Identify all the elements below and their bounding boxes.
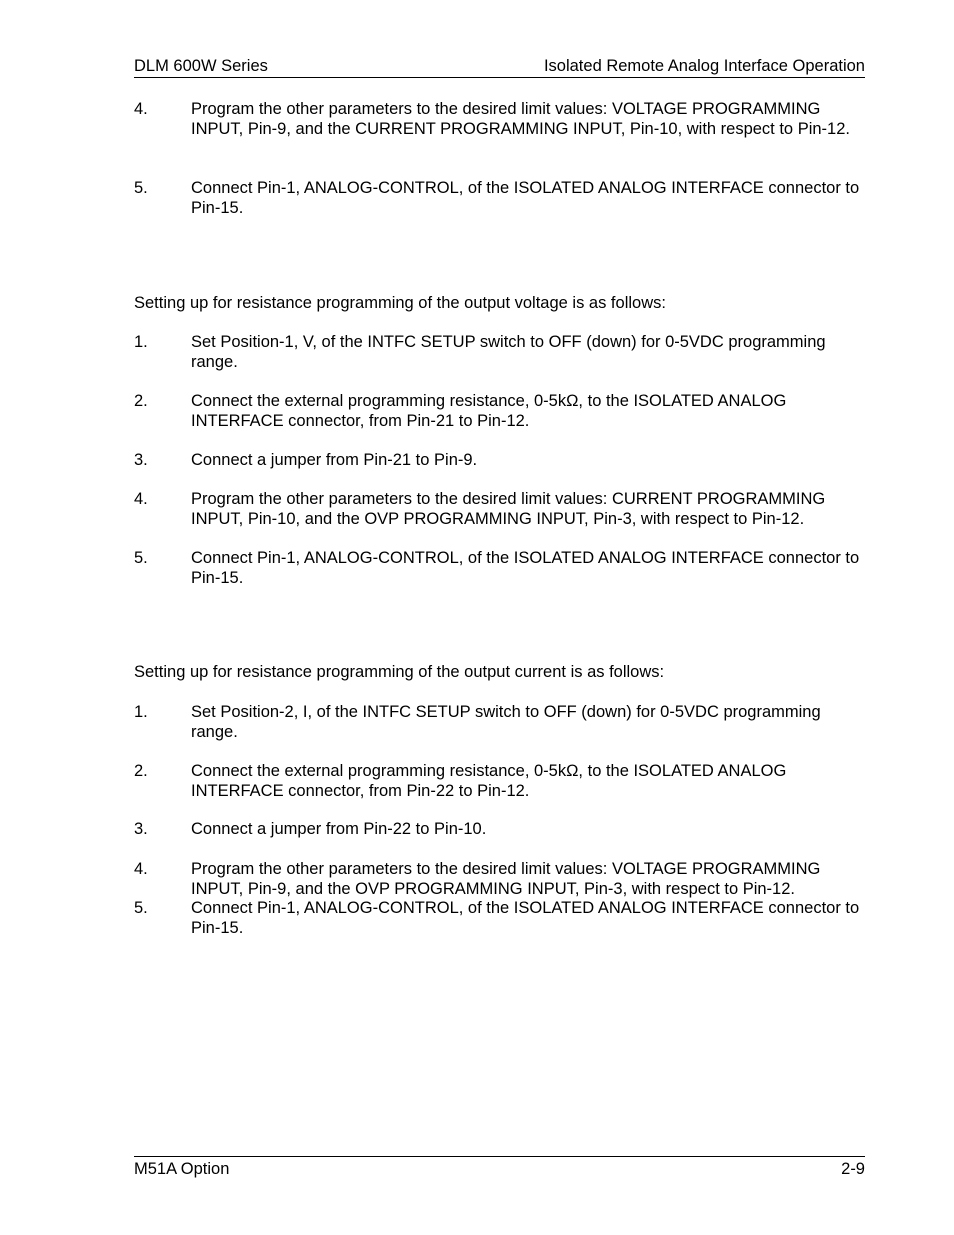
page-header [134,57,865,78]
list-item-text: Connect a jumper from Pin-21 to Pin-9. [191,451,478,469]
list-item-text: Connect Pin-1, ANALOG-CONTROL, of the ISOLATED ANALOG INTERFACE connector to Pin-15. [191,899,860,937]
section-intro-current: Setting up for resistance programming of the output current is as follows: [134,663,665,681]
header-product-name: DLM 600W Series [134,57,268,75]
list-item-text: Set Position-1, V, of the INTFC SETUP switch to OFF (down) for 0-5VDC programming range. [191,333,826,371]
section-intro-voltage: Setting up for resistance programming of the output voltage is as follows: [134,294,666,312]
page-footer [134,1156,865,1178]
list-item-number: 5. [134,899,148,917]
list-item-text: Set Position-2, I, of the INTFC SETUP switch to OFF (down) for 0-5VDC programming range. [191,703,821,741]
list-item-number: 4. [134,490,148,508]
list-item-number: 5. [134,179,148,197]
list-item-number: 1. [134,703,148,721]
list-item-text: Program the other parameters to the desired limit values: CURRENT PROGRAMMING INPUT, Pin-10, and the OVP PROGRAMMING INPUT, Pin-3, with respect to Pin-12. [191,490,826,528]
list-item-text: Program the other parameters to the desired limit values: VOLTAGE PROGRAMMING INPUT, Pin-9, and the OVP PROGRAMMING INPUT, Pin-3, with respect to Pin-12. [191,860,821,898]
list-item-number: 5. [134,549,148,567]
list-item-number: 4. [134,860,148,878]
list-item-text: Connect the external programming resistance, 0-5kΩ, to the ISOLATED ANALOG INTERFACE connector, from Pin-22 to Pin-12. [191,762,787,800]
footer-option-name: M51A Option [134,1160,230,1178]
list-item-number: 2. [134,392,148,410]
list-item-text: Connect Pin-1, ANALOG-CONTROL, of the ISOLATED ANALOG INTERFACE connector to Pin-15. [191,179,860,217]
list-item-number: 2. [134,762,148,780]
list-item-text: Connect the external programming resistance, 0-5kΩ, to the ISOLATED ANALOG INTERFACE connector, from Pin-21 to Pin-12. [191,392,787,430]
list-item-number: 4. [134,100,148,118]
list-item-number: 3. [134,820,148,838]
header-chapter-title: Isolated Remote Analog Interface Operation [543,57,865,75]
list-item-number: 1. [134,333,148,351]
list-item-number: 3. [134,451,148,469]
list-item-text: Connect Pin-1, ANALOG-CONTROL, of the ISOLATED ANALOG INTERFACE connector to Pin-15. [191,549,860,587]
footer-page-number: 2-9 [841,1160,865,1178]
list-item-text: Program the other parameters to the desired limit values: VOLTAGE PROGRAMMING INPUT, Pin-9, and the CURRENT PROGRAMMING INPUT, Pin-10, with respect to Pin-12. [191,100,850,138]
list-item-text: Connect a jumper from Pin-22 to Pin-10. [191,820,487,838]
